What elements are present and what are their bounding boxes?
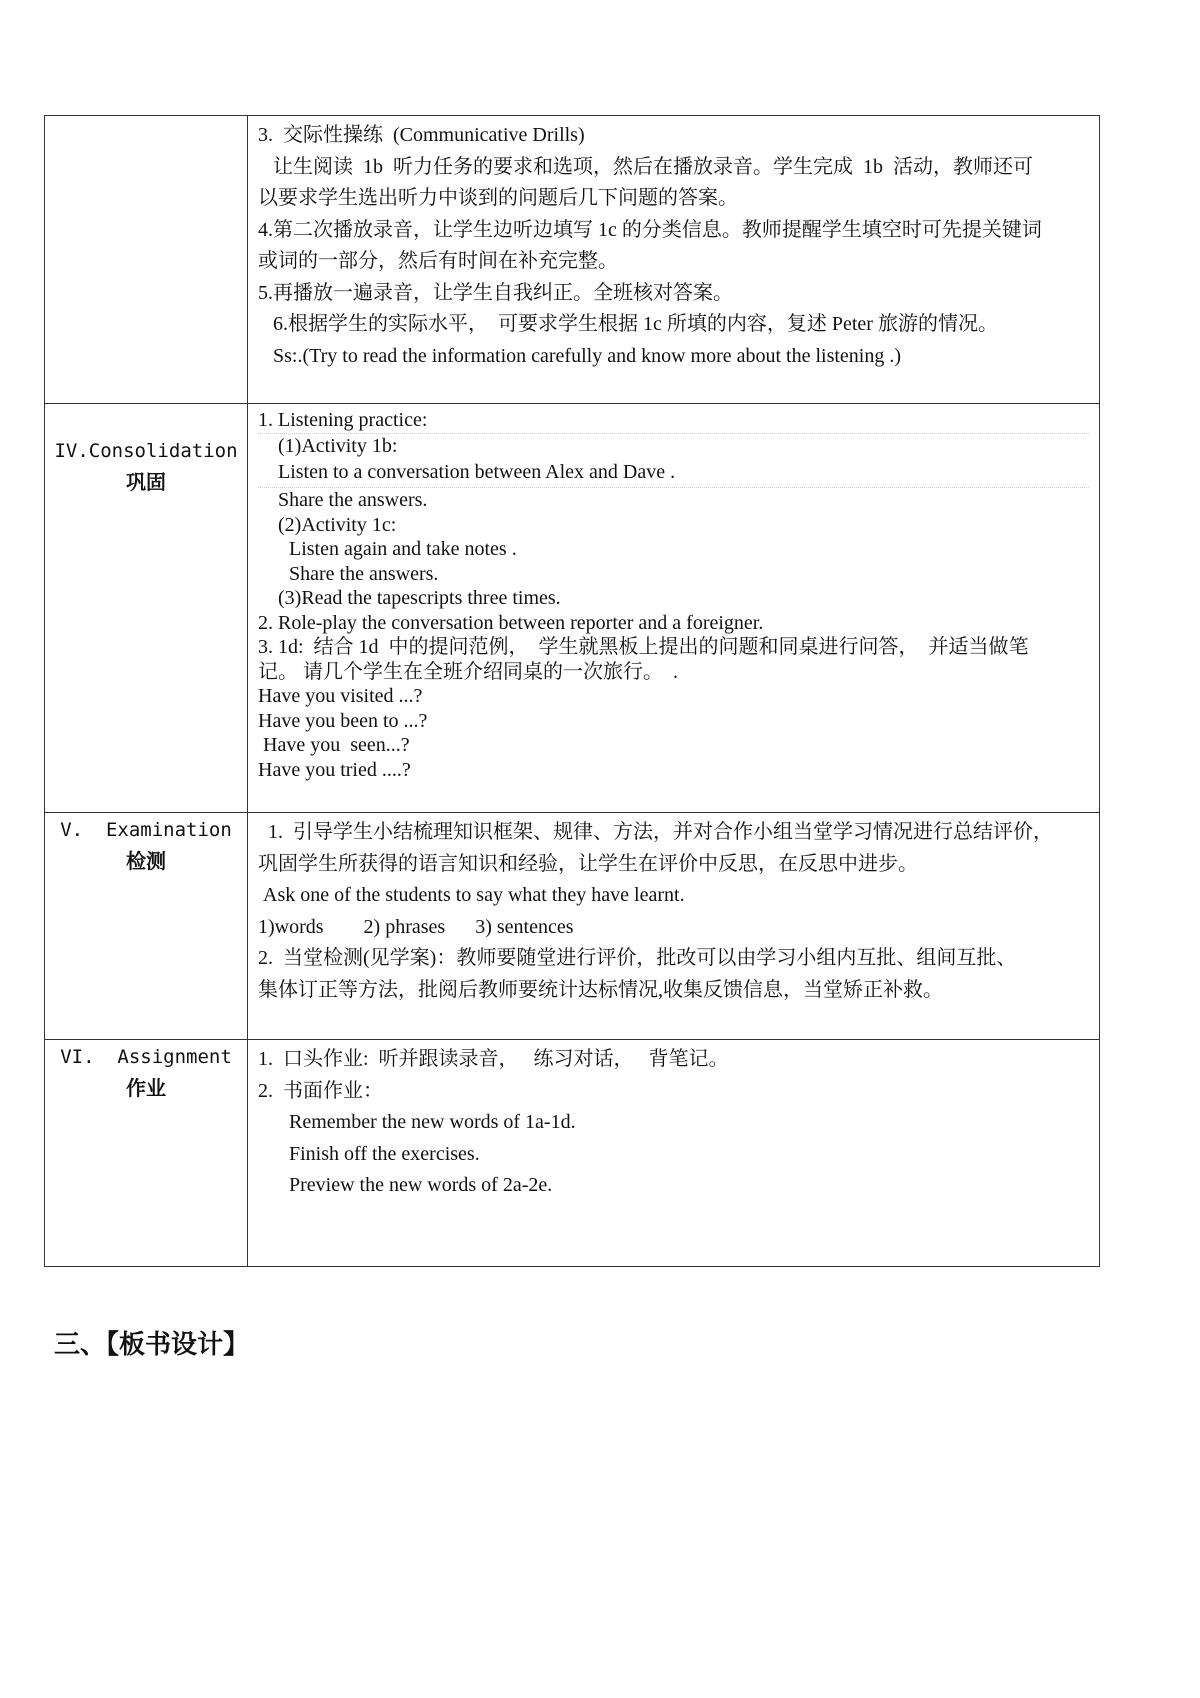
table-row	[45, 1040, 1100, 1267]
text-line: 6.根据学生的实际水平， 可要求学生根据 1c 所填的内容，复述 Peter 旅游的情况。	[258, 313, 998, 335]
text-line: 1. 引导学生小结梳理知识框架、规律、方法，并对合作小组当堂学习情况进行总结评价，	[258, 821, 1053, 843]
text-line: 巩固学生所获得的语言知识和经验，让学生在评价中反思，在反思中进步。	[258, 852, 918, 875]
text-line: Ss:.(Try to read the information carefully and know more about the listening .)	[258, 344, 902, 367]
row-label-consolidation	[45, 404, 248, 813]
text-line: Listen again and take notes .	[289, 538, 517, 560]
section-heading: 三、【板书设计】	[54, 1330, 250, 1360]
consolidation-cell	[248, 404, 1100, 813]
table-row	[45, 404, 1100, 813]
text-line: Have you seen...?	[258, 734, 410, 756]
text-line: 2. 当堂检测(见学案)：教师要随堂进行评价，批改可以由学习小组内互批、组间互批、	[258, 947, 1017, 969]
assignment-cell	[248, 1040, 1100, 1267]
text-line: Ask one of the students to say what they have learnt.	[258, 884, 685, 906]
row-label-en: IV.Consolidation	[54, 440, 238, 462]
text-line: 3. 交际性操练 (Communicative Drills)	[258, 124, 585, 146]
text-line: Share the answers.	[278, 489, 428, 511]
row-label-en: VI. Assignment	[60, 1046, 232, 1068]
table-row	[45, 813, 1100, 1040]
communicative-drills-cell	[248, 116, 1100, 404]
text-line: Listen to a conversation between Alex and Dave .	[258, 458, 1089, 488]
text-line: Have you visited ...?	[258, 685, 423, 707]
examination-cell	[248, 813, 1100, 1040]
text-line: 记。 请几个学生在全班介绍同桌的一次旅行。 .	[258, 660, 678, 683]
text-line: 以要求学生选出听力中谈到的问题后几下问题的答案。	[258, 187, 738, 209]
text-line: (1)Activity 1b:	[278, 434, 398, 457]
text-line: 2. 书面作业：	[258, 1079, 383, 1102]
text-line: 或词的一部分，然后有时间在补充完整。	[258, 250, 618, 272]
text-line: 2. Role-play the conversation between reporter and a foreigner.	[258, 611, 764, 634]
text-line: (2)Activity 1c:	[278, 513, 397, 536]
text-line: 3. 1d: 结合 1d 中的提问范例， 学生就黑板上提出的问题和同桌进行问答， 并适当做笔	[258, 636, 1029, 658]
text-line: 1)words 2) phrases 3) sentences	[258, 915, 574, 938]
table-row	[45, 116, 1100, 404]
row-label-cn: 检测	[126, 849, 166, 873]
row-label-cn: 巩固	[126, 470, 166, 494]
row-label-cn: 作业	[126, 1076, 166, 1100]
text-line: 让生阅读 1b 听力任务的要求和选项，然后在播放录音。学生完成 1b 活动，教师还可	[258, 155, 1033, 178]
text-line: 1. Listening practice:	[258, 408, 1089, 434]
row-label-empty	[45, 116, 248, 404]
text-line: Remember the new words of 1a-1d.	[289, 1111, 576, 1133]
row-label-en: V. Examination	[60, 819, 232, 841]
text-line: 集体订正等方法，批阅后教师要统计达标情况,收集反馈信息，当堂矫正补救。	[258, 978, 943, 1001]
row-label-assignment	[45, 1040, 248, 1267]
text-line: 4.第二次播放录音，让学生边听边填写 1c 的分类信息。教师提醒学生填空时可先提关键词	[258, 218, 1042, 241]
row-label-examination	[45, 813, 248, 1040]
text-line: Have you been to ...?	[258, 709, 428, 732]
text-line: Finish off the exercises.	[289, 1142, 480, 1165]
lesson-plan-table	[44, 115, 1100, 1267]
text-line: Share the answers.	[289, 562, 439, 585]
text-line: 5.再播放一遍录音，让学生自我纠正。全班核对答案。	[258, 281, 733, 304]
text-line: Have you tried ....?	[258, 758, 411, 781]
text-line: Preview the new words of 2a-2e.	[289, 1174, 553, 1196]
text-line: (3)Read the tapescripts three times.	[278, 587, 561, 609]
text-line: 1. 口头作业: 听并跟读录音， 练习对话， 背笔记。	[258, 1048, 729, 1070]
